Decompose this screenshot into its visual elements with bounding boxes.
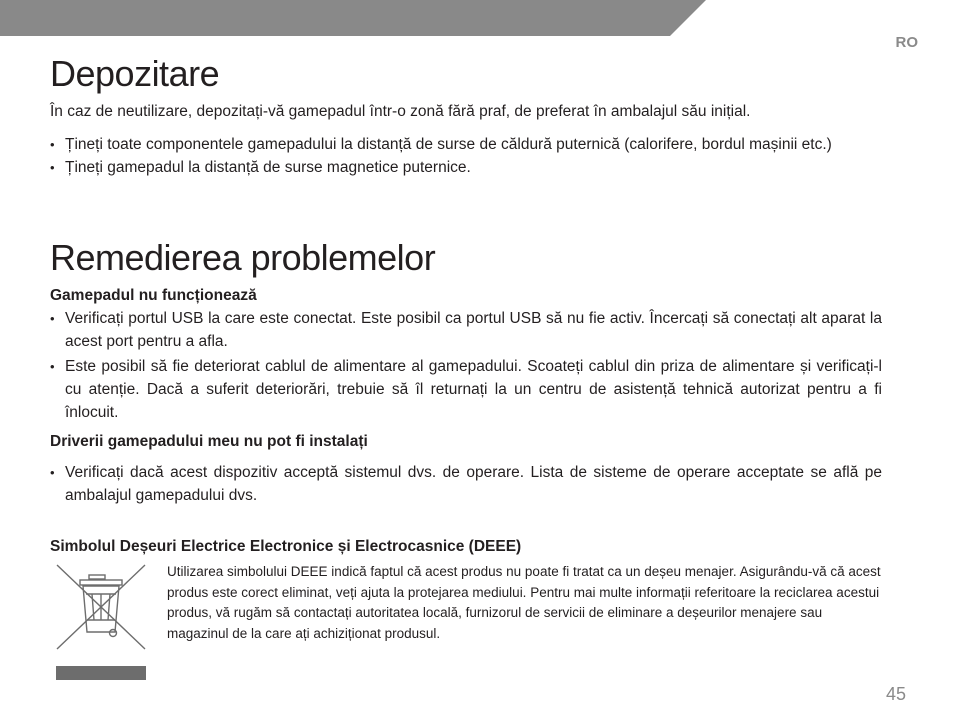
storage-intro: În caz de neutilizare, depozitați-vă gamepadul într-o zonă fără praf, de preferat în ambalajul său inițial. [50, 103, 751, 120]
weee-heading: Simbolul Deșeuri Electrice Electronice și Electrocasnice (DEEE) [50, 538, 522, 555]
troubleshooting-bullet: • Verificați portul USB la care este conectat. Este posibil ca portul USB să nu fie activ. Încercați să conectați alt aparat la acest port pentru a afla. [50, 307, 882, 353]
troubleshooting-bullet: • Este posibil să fie deteriorat cablul de alimentare al gamepadului. Scoateți cablul din priza de alimentare și verificați-l cu atenție. Dacă a suferit deteriorări, trebuie să îl returnați la un centru de asistență tehnică autorizat pentru a fi înlocuit. [50, 355, 882, 424]
troubleshooting-section-1 [50, 284, 882, 424]
storage-bullet: • Țineți toate componentele gamepadului la distanță de surse de căldură puternică (calorifere, bordul mașinii etc.) [50, 133, 882, 156]
storage-bullets [50, 133, 882, 179]
troubleshooting-section-2 [50, 430, 882, 507]
storage-title: Depozitare [50, 53, 220, 94]
section-heading: Driverii gamepadului meu nu pot fi instalați [50, 433, 368, 450]
crossed-out-bin-icon [56, 562, 146, 680]
storage-bullet: • Țineți gamepadul la distanță de surse magnetice puternice. [50, 156, 882, 179]
language-label: RO [895, 34, 918, 51]
page-number: 45 [885, 684, 906, 704]
troubleshooting-bullet: • Verificați dacă acest dispozitiv acceptă sistemul dvs. de operare. Lista de sisteme de operare acceptate se află pe ambalajul gamepadului dvs. [50, 461, 882, 507]
section-heading: Gamepadul nu funcționează [50, 287, 257, 304]
weee-text: Utilizarea simbolului DEEE indică faptul că acest produs nu poate fi tratat ca un deșeu menajer. Asigurându-vă că acest produs este corect eliminat, veți ajuta la protejarea mediului. Pentru mai multe informații referitoare la reciclarea acestui produs, vă rugăm să contactați autoritatea locală, furnizorul de servicii de eliminare a deșeurilor menajere sau magazinul de la care ați achiziționat produsul. [167, 564, 881, 641]
troubleshooting-bullets [50, 461, 882, 507]
troubleshooting-title: Remedierea problemelor [50, 237, 436, 278]
troubleshooting-bullets [50, 307, 882, 424]
storage-section [50, 100, 882, 179]
header-band [0, 0, 954, 36]
